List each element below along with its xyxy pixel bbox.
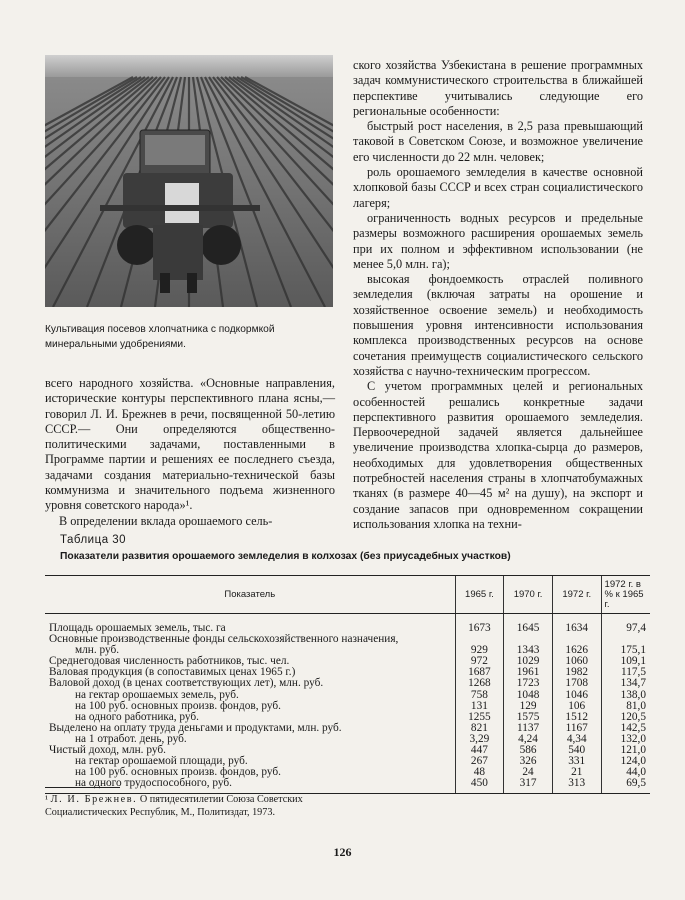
value-1970: 1723 — [504, 678, 553, 689]
value-1972: 4,34 — [552, 734, 601, 745]
value-percent: 175,1 — [601, 645, 650, 656]
value-1972: 313 — [552, 778, 601, 794]
value-1970: 1137 — [504, 723, 553, 734]
value-1972: 21 — [552, 767, 601, 778]
row-label: млн. руб. — [75, 644, 120, 657]
value-percent: 124,0 — [601, 756, 650, 767]
value-1970: 4,24 — [504, 734, 553, 745]
row-label: на одного трудоспособного, руб. — [45, 778, 455, 794]
row-label: на гектар орошаемых земель, руб. — [75, 688, 239, 701]
value-1972: 1167 — [552, 723, 601, 734]
value-1972: 331 — [552, 756, 601, 767]
value-1972: 1060 — [552, 656, 601, 667]
value-1965: 267 — [455, 756, 504, 767]
row-label: на одного работника, руб. — [75, 710, 199, 723]
right-paragraph-1: ского хозяйства Узбекистана в решение программных задач коммунистического строительства в ближайшей перспективе учитывались следующие его региональные особенности: — [353, 58, 643, 118]
value-1972: 106 — [552, 701, 601, 712]
row-label: Валовой доход (в ценах соответствующих лет), млн. руб. — [49, 677, 324, 690]
value-1965: 48 — [455, 767, 504, 778]
value-1970: 1575 — [504, 712, 553, 723]
value-percent: 142,5 — [601, 723, 650, 734]
row-label: на 100 руб. основных произв. фондов, руб. — [75, 699, 281, 712]
value-1965: 450 — [455, 778, 504, 794]
right-paragraph-2: быстрый рост населения, в 2,5 раза превышающий таковой в Советском Союзе, и возможное увеличение его численности до 22 млн. человек; — [353, 119, 643, 164]
value-1972: 1626 — [552, 645, 601, 656]
right-paragraph-5: высокая фондоемкость отраслей поливного земледелия (включая затраты на орошение и хозяйственное освоение земель) и необходимость повышения уровня интенсивности использования комплекса производственных ресурсов на основе сочетания преимуществ социалистического сельского хозяйства с научно-техническим прогрессом. — [353, 272, 643, 378]
footnote — [45, 793, 335, 819]
value-1972: 1634 — [552, 614, 601, 635]
value-1965: 1255 — [455, 712, 504, 723]
header-indicator: Показатель — [45, 576, 455, 614]
right-paragraph-4: ограниченность водных ресурсов и предельные размеры возможного расширения орошаемых земель при их полном и эффективном использовании (не менее 5,0 млн. га); — [353, 210, 643, 271]
right-paragraph-6: С учетом программных целей и региональных особенностей решались конкретные задачи перспективного развития орошаемого земледелия. Первоочередной задачей является дальнейшее увеличение производства хлопка-сырца до размеров, необходимых для удовлетворения общественных потребностей населения страны в хлопчатобумажных тканях (в размере 40—45 м² на душу), на экспорт и создание запасов при одновременном сокращении использования хлопка на техни- — [353, 379, 643, 531]
table-body — [45, 614, 650, 794]
row-label: Валовая продукция (в сопоставимых ценах 1965 г.) — [49, 666, 296, 679]
value-1965: 1687 — [455, 667, 504, 678]
value-1970: 1029 — [504, 656, 553, 667]
value-1965: 758 — [455, 690, 504, 701]
value-percent: 120,5 — [601, 712, 650, 723]
value-1970: 129 — [504, 701, 553, 712]
row-label: Основные производственные фонды сельскохозяйственного назначения, — [49, 633, 399, 646]
value-1965: 1268 — [455, 678, 504, 689]
value-percent: 138,0 — [601, 690, 650, 701]
footnote-author: Л. И. Брежнев. — [50, 794, 138, 805]
value-percent: 81,0 — [601, 701, 650, 712]
value-1965: 972 — [455, 656, 504, 667]
table-row — [45, 634, 650, 645]
value-percent: 97,4 — [601, 614, 650, 635]
header-1970: 1970 г. — [504, 576, 553, 614]
value-1965: 821 — [455, 723, 504, 734]
row-label: Среднегодовая численность работников, тыс. чел. — [49, 655, 290, 668]
table-row — [45, 614, 650, 635]
footnote-marker: ¹ — [45, 794, 51, 805]
value-percent: 134,7 — [601, 678, 650, 689]
value-percent: 109,1 — [601, 656, 650, 667]
value-percent: 69,5 — [601, 778, 650, 794]
indicators-table — [45, 575, 650, 794]
value-1965: 447 — [455, 745, 504, 756]
value-1972: 1708 — [552, 678, 601, 689]
left-paragraph-1: всего народного хозяйства. «Основные направления, исторические контуры перспективного плана ясны,— говорил Л. И. Брежнев в речи, посвященной 50-летию СССР.— Они определяются общественно-политическими задачами, поставленными в Программе партии и решениях ее последнего съезда, задачами создания материально-технической базы коммунизма и значительного подъема жизненного уровня советского народа»¹. — [45, 376, 335, 513]
table-title: Показатели развития орошаемого земледелия в колхозах (без приусадебных участков) — [60, 551, 511, 562]
value-1970: 586 — [504, 745, 553, 756]
value-1970: 1048 — [504, 690, 553, 701]
table-row — [45, 778, 650, 794]
value-percent: 44,0 — [601, 767, 650, 778]
table-header-row — [45, 576, 650, 614]
value-1970: 1645 — [504, 614, 553, 635]
value-1972: 1512 — [552, 712, 601, 723]
row-label: Чистый доход, млн. руб. — [49, 744, 166, 757]
value-percent: 117,5 — [601, 667, 650, 678]
header-1965: 1965 г. — [455, 576, 504, 614]
value-percent: 132,0 — [601, 734, 650, 745]
value-percent: 121,0 — [601, 745, 650, 756]
value-1970: 317 — [504, 778, 553, 794]
tractor-photo — [45, 55, 333, 307]
right-column — [353, 58, 643, 532]
value-1970: 1343 — [504, 645, 553, 656]
table-row — [45, 678, 650, 689]
value-1970: 1961 — [504, 667, 553, 678]
left-column — [45, 376, 335, 529]
page-number: 126 — [333, 845, 352, 859]
footnote-divider — [45, 787, 120, 788]
value-1970: 326 — [504, 756, 553, 767]
value-1972: 1982 — [552, 667, 601, 678]
row-label: на 100 руб. основных произв. фондов, руб. — [75, 766, 281, 779]
value-1965: 131 — [455, 701, 504, 712]
value-1965: 3,29 — [455, 734, 504, 745]
value-1965: 1673 — [455, 614, 504, 635]
value-1965: 929 — [455, 645, 504, 656]
header-percent: 1972 г. в % к 1965 г. — [601, 576, 650, 614]
value-1972: 540 — [552, 745, 601, 756]
value-1972: 1046 — [552, 690, 601, 701]
value-1970: 24 — [504, 767, 553, 778]
header-1972: 1972 г. — [552, 576, 601, 614]
table-number: Таблица 30 — [60, 534, 127, 546]
row-label: на гектар орошаемой площади, руб. — [75, 755, 248, 768]
table-row — [45, 690, 650, 701]
row-label: Площадь орошаемых земель, тыс. га — [49, 622, 226, 634]
right-paragraph-3: роль орошаемого земледелия в качестве основной хлопковой базы СССР и всех стран социалистического лагеря; — [353, 165, 643, 210]
left-paragraph-2: В определении вклада орошаемого сель- — [59, 513, 273, 528]
row-label: Выделено на оплату труда деньгами и продуктами, млн. руб. — [49, 721, 342, 734]
footnote-source: О пятидесятилетии Союза Советских Социалистических Республик, М., Политиздат, 1973. — [45, 794, 303, 818]
photo-caption: Культивация посевов хлопчатника с подкормкой минеральными удобрениями. — [45, 324, 275, 350]
row-label: на 1 отработ. день, руб. — [75, 732, 187, 745]
